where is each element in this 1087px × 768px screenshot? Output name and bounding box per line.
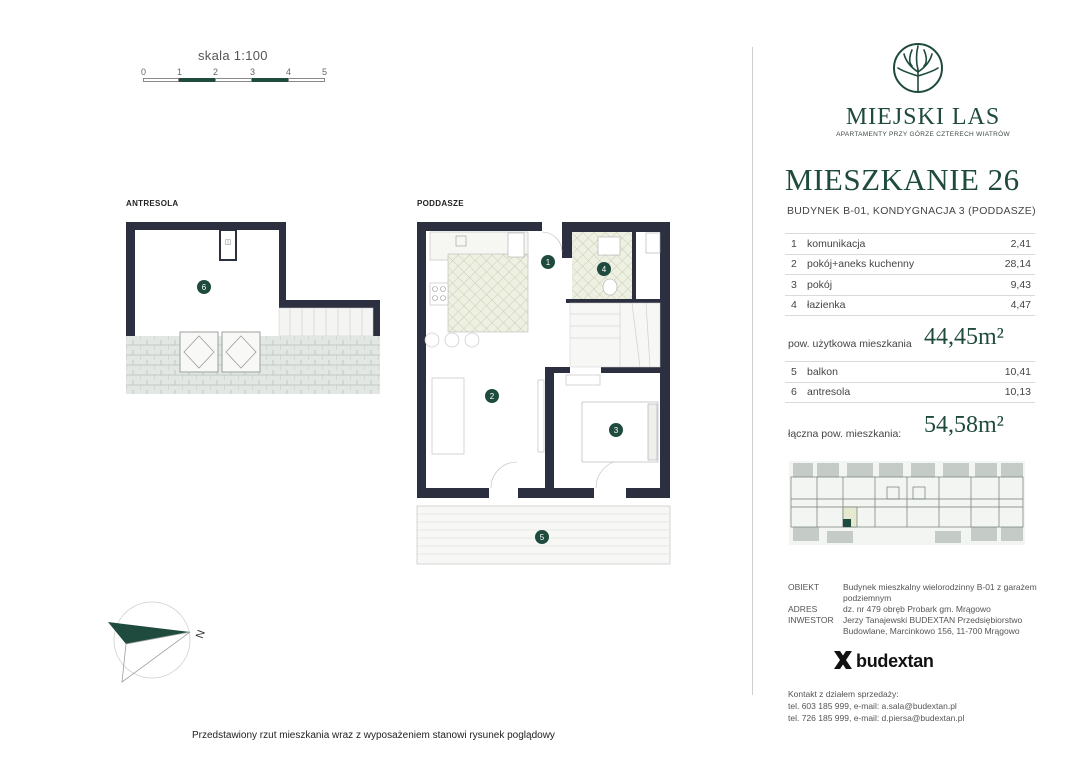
table-row	[785, 382, 1035, 403]
antresola-plan	[126, 222, 380, 394]
obiekt-value: Budynek mieszkalny wielorodzinny B-01 z garażem podziemnym	[843, 582, 1037, 603]
room-number: 1	[785, 234, 807, 255]
inwestor-value: Jerzy Tanajewski BUDEXTAN Przedsiębiorstwo Budowlane, Marcinkowo 156, 11-700 Mrągowo	[843, 615, 1023, 636]
scale-title: skala 1:100	[198, 48, 268, 63]
scale-tick: 3	[250, 67, 256, 77]
table-row	[785, 234, 1035, 255]
developer-name: budextan	[856, 651, 934, 671]
room-name: pokój+aneks kuchenny	[807, 254, 985, 275]
usable-area-label: pow. użytkowa mieszkania	[788, 338, 912, 350]
room-marker-4: 4	[601, 265, 607, 274]
poddasze-label: PODDASZE	[417, 199, 464, 208]
tree-logo-icon	[890, 40, 946, 100]
extras-table	[785, 361, 1035, 403]
inwestor-label: INWESTOR	[788, 615, 834, 625]
apartment-subtitle: BUDYNEK B-01, KONDYGNACJA 3 (PODDASZE)	[787, 205, 1036, 217]
room-name: komunikacja	[807, 234, 985, 255]
svg-text:◫: ◫	[224, 238, 232, 246]
rooms-table	[785, 233, 1035, 316]
scale-tick: 0	[141, 67, 147, 77]
room-name: balkon	[807, 362, 941, 383]
room-number: 4	[785, 295, 807, 316]
adres-label: ADRES	[788, 604, 818, 614]
scale-tick: 1	[177, 67, 183, 77]
room-name: antresola	[807, 382, 941, 403]
room-name: łazienka	[807, 295, 985, 316]
total-area-value: 54,58m²	[924, 412, 1004, 438]
room-area: 2,41	[985, 234, 1035, 255]
room-name: pokój	[807, 275, 985, 296]
room-marker-2: 2	[489, 392, 495, 401]
divider	[752, 47, 753, 695]
scale-tick: 2	[213, 67, 219, 77]
room-area: 10,13	[941, 382, 1035, 403]
room-number: 6	[785, 382, 807, 403]
room-marker-1: 1	[545, 258, 551, 267]
brand-name: MIEJSKI LAS	[845, 104, 1001, 130]
room-area: 4,47	[985, 295, 1035, 316]
table-row	[785, 362, 1035, 383]
compass-label: N	[193, 628, 208, 641]
poddasze-plan	[417, 222, 670, 564]
adres-value: dz. nr 479 obręb Probark gm. Mrągowo	[843, 604, 991, 614]
scale-bar	[143, 78, 325, 82]
scale-tick: 5	[322, 67, 328, 77]
floor-plan	[110, 190, 700, 570]
total-area-label: łączna pow. mieszkania:	[788, 428, 902, 440]
brand-tagline: APARTAMENTY PRZY GÓRZE CZTERECH WIATRÓW	[836, 131, 1010, 138]
usable-area-value: 44,45m²	[924, 324, 1004, 350]
room-number: 2	[785, 254, 807, 275]
room-number: 3	[785, 275, 807, 296]
room-marker-6: 6	[201, 283, 207, 292]
room-marker-3: 3	[613, 426, 619, 435]
obiekt-label: OBIEKT	[788, 582, 820, 592]
table-row	[785, 275, 1035, 296]
room-area: 9,43	[985, 275, 1035, 296]
contact-heading: Kontakt z działem sprzedaży:	[788, 689, 899, 699]
table-row	[785, 254, 1035, 275]
contact-line-2: tel. 726 185 999, e-mail: d.piersa@budextan.pl	[788, 713, 965, 723]
building-key-plan	[787, 457, 1032, 552]
disclaimer: Przedstawiony rzut mieszkania wraz z wyposażeniem stanowi rysunek poglądowy	[192, 730, 555, 741]
contact-line-1: tel. 603 185 999, e-mail: a.sala@budextan.pl	[788, 701, 957, 711]
room-area: 28,14	[985, 254, 1035, 275]
table-row	[785, 295, 1035, 316]
room-area: 10,41	[941, 362, 1035, 383]
compass-icon	[104, 598, 216, 690]
apartment-title: MIESZKANIE 26	[785, 162, 1020, 197]
antresola-label: ANTRESOLA	[126, 199, 179, 208]
room-marker-5: 5	[539, 533, 545, 542]
room-number: 5	[785, 362, 807, 383]
scale-tick: 4	[286, 67, 292, 77]
budextan-logo-icon	[832, 649, 854, 671]
